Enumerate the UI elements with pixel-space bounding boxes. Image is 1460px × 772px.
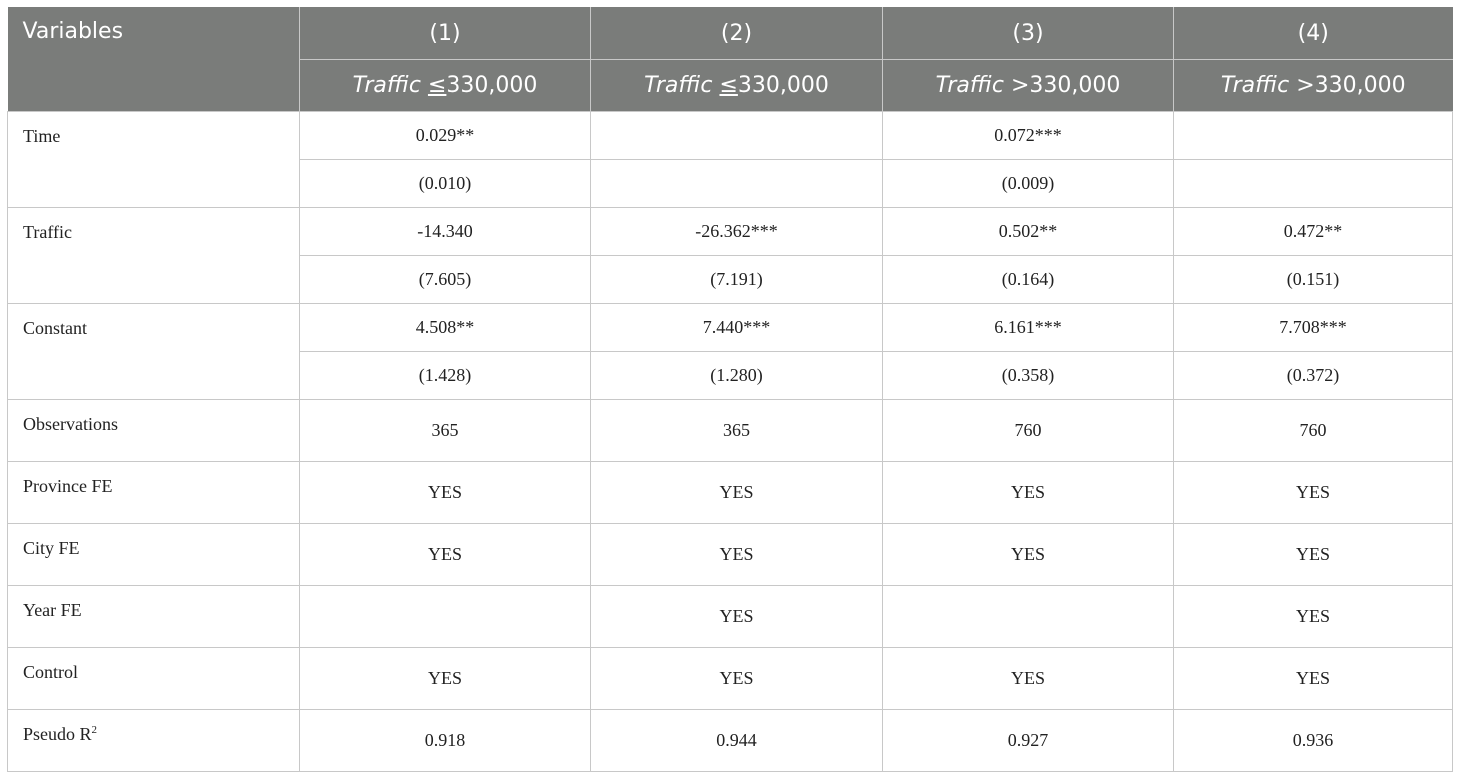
row-label-time: Time (8, 112, 300, 208)
constant-coef-4: 7.708*** (1174, 304, 1453, 352)
time-coef-4 (1174, 112, 1453, 160)
province-fe-1: YES (300, 462, 591, 524)
time-coef-2 (591, 112, 883, 160)
observations-4: 760 (1174, 400, 1453, 462)
province-fe-4: YES (1174, 462, 1453, 524)
pseudo-r2-3: 0.927 (883, 710, 1174, 772)
table-row (8, 400, 1453, 462)
traffic-coef-2: -26.362*** (591, 208, 883, 256)
pseudo-r2-label-text: Pseudo R (23, 724, 92, 744)
time-se-3: (0.009) (883, 160, 1174, 208)
pseudo-r2-superscript: 2 (91, 724, 98, 736)
table-row (8, 112, 1453, 160)
subheader-2: Traffic ≤330,000 (591, 60, 883, 112)
traffic-se-4: (0.151) (1174, 256, 1453, 304)
table-row (8, 524, 1453, 586)
table-row (8, 208, 1453, 256)
constant-coef-3: 6.161*** (883, 304, 1174, 352)
row-label-traffic: Traffic (8, 208, 300, 304)
traffic-coef-3: 0.502** (883, 208, 1174, 256)
header-row-columns (8, 7, 1453, 60)
constant-se-2: (1.280) (591, 352, 883, 400)
year-fe-3 (883, 586, 1174, 648)
row-label-year-fe: Year FE (8, 586, 300, 648)
time-coef-1: 0.029** (300, 112, 591, 160)
traffic-coef-1: -14.340 (300, 208, 591, 256)
row-label-province-fe: Province FE (8, 462, 300, 524)
regression-table-container (7, 7, 1452, 772)
row-label-control: Control (8, 648, 300, 710)
city-fe-3: YES (883, 524, 1174, 586)
column-header-3: (3) (883, 7, 1174, 60)
table-row (8, 648, 1453, 710)
time-se-1: (0.010) (300, 160, 591, 208)
control-3: YES (883, 648, 1174, 710)
city-fe-1: YES (300, 524, 591, 586)
city-fe-2: YES (591, 524, 883, 586)
table-row (8, 462, 1453, 524)
pseudo-r2-1: 0.918 (300, 710, 591, 772)
column-header-4: (4) (1174, 7, 1453, 60)
subheader-3: Traffic >330,000 (883, 60, 1174, 112)
traffic-coef-4: 0.472** (1174, 208, 1453, 256)
traffic-se-1: (7.605) (300, 256, 591, 304)
year-fe-2: YES (591, 586, 883, 648)
row-label-constant: Constant (8, 304, 300, 400)
constant-se-4: (0.372) (1174, 352, 1453, 400)
table-header (8, 7, 1453, 112)
traffic-se-3: (0.164) (883, 256, 1174, 304)
column-header-2: (2) (591, 7, 883, 60)
year-fe-1 (300, 586, 591, 648)
city-fe-4: YES (1174, 524, 1453, 586)
variables-header: Variables (8, 7, 300, 112)
observations-2: 365 (591, 400, 883, 462)
pseudo-r2-2: 0.944 (591, 710, 883, 772)
row-label-observations: Observations (8, 400, 300, 462)
table-row (8, 710, 1453, 772)
column-header-1: (1) (300, 7, 591, 60)
regression-table (7, 7, 1453, 772)
observations-1: 365 (300, 400, 591, 462)
pseudo-r2-4: 0.936 (1174, 710, 1453, 772)
year-fe-4: YES (1174, 586, 1453, 648)
row-label-city-fe: City FE (8, 524, 300, 586)
observations-3: 760 (883, 400, 1174, 462)
time-se-4 (1174, 160, 1453, 208)
control-1: YES (300, 648, 591, 710)
control-4: YES (1174, 648, 1453, 710)
subheader-4: Traffic >330,000 (1174, 60, 1453, 112)
constant-coef-1: 4.508** (300, 304, 591, 352)
constant-se-3: (0.358) (883, 352, 1174, 400)
row-label-pseudo-r2 (8, 710, 300, 772)
table-body (8, 112, 1453, 772)
table-row (8, 304, 1453, 352)
constant-coef-2: 7.440*** (591, 304, 883, 352)
traffic-se-2: (7.191) (591, 256, 883, 304)
table-row (8, 586, 1453, 648)
province-fe-3: YES (883, 462, 1174, 524)
constant-se-1: (1.428) (300, 352, 591, 400)
control-2: YES (591, 648, 883, 710)
subheader-1: Traffic ≤330,000 (300, 60, 591, 112)
time-se-2 (591, 160, 883, 208)
time-coef-3: 0.072*** (883, 112, 1174, 160)
province-fe-2: YES (591, 462, 883, 524)
